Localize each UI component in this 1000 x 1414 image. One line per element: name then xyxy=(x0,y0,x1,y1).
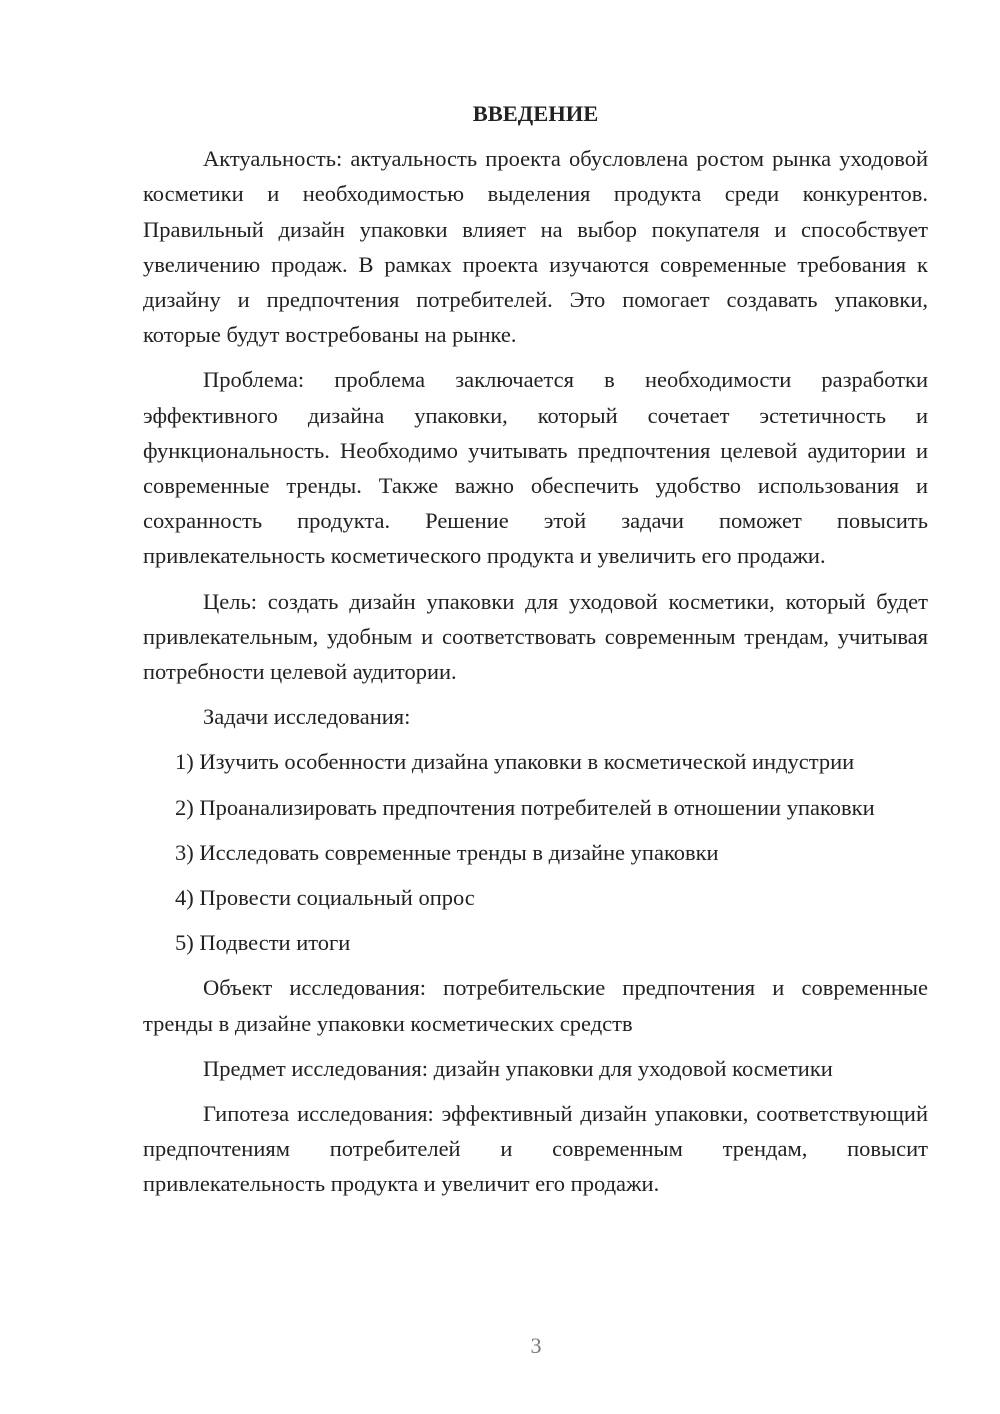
task-item-2: 2) Проанализировать предпочтения потребителей в отношении упаковки xyxy=(175,794,875,820)
subject-paragraph: Предмет исследования: дизайн упаковки для уходовой косметики xyxy=(203,1055,833,1081)
page-number: 3 xyxy=(530,1333,542,1358)
task-item-5: 5) Подвести итоги xyxy=(175,930,351,956)
problem-paragraph: Проблема: проблема заключается в необходимости разработки эффективного дизайна упаковки, который сочетает эстетичность и функциональность. Необходимо учитывать предпочтения целевой аудитории и современные тренды. Также важно обеспечить удобство использования и сохранность продукта. Решение этой задачи поможет повысить привлекательность косметического продукта и увеличить его продажи. xyxy=(143,367,928,569)
task-item-1: 1) Изучить особенности дизайна упаковки в косметической индустрии xyxy=(175,749,855,775)
hypothesis-paragraph: Гипотеза исследования: эффективный дизайн упаковки, соответствующий предпочтениям потребителей и современным трендам, повысит привлекательность продукта и увеличит его продажи. xyxy=(143,1101,928,1197)
goal-paragraph: Цель: создать дизайн упаковки для уходовой косметики, который будет привлекательным, удобным и соответствовать современным трендам, учитывая потребности целевой аудитории. xyxy=(143,588,928,685)
task-item-4: 4) Провести социальный опрос xyxy=(175,885,475,911)
relevance-paragraph: Актуальность: актуальность проекта обусловлена ростом рынка уходовой косметики и необходимостью выделения продукта среди конкурентов. Правильный дизайн упаковки влияет на выбор покупателя и способствует увеличению продаж. В рамках проекта изучаются современные требования к дизайну и предпочтения потребителей. Это помогает создавать упаковки, которые будут востребованы на рынке. xyxy=(143,146,928,348)
section-title: ВВЕДЕНИЕ xyxy=(472,101,599,126)
task-item-3: 3) Исследовать современные тренды в дизайне упаковки xyxy=(175,839,719,865)
object-paragraph: Объект исследования: потребительские предпочтения и современные тренды в дизайне упаковки косметических средств xyxy=(143,975,928,1036)
document-page xyxy=(143,96,928,1212)
tasks-heading: Задачи исследования: xyxy=(203,704,411,730)
